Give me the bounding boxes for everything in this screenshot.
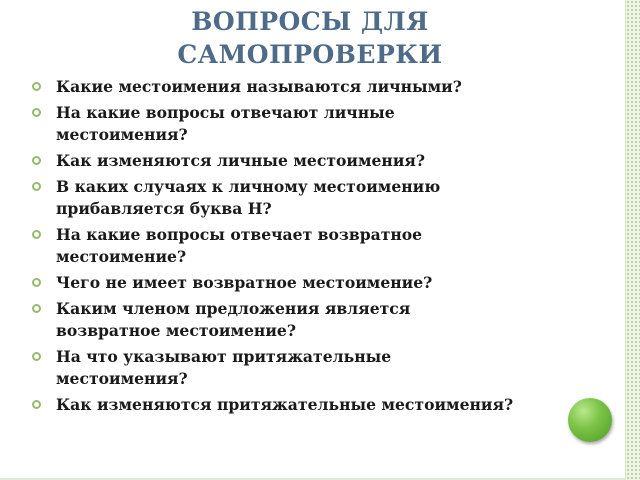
question-text: На какие вопросы отвечает возвратное местоимение? (56, 225, 423, 266)
question-item-5 (32, 224, 516, 268)
slide-title-line-2: САМОПРОВЕРКИ (177, 39, 443, 69)
question-item-3 (32, 150, 592, 172)
circle-bullet-icon (32, 304, 41, 313)
slide-title (150, 5, 470, 71)
circle-bullet-icon (32, 82, 41, 91)
question-text: Как изменяются притяжательные местоимения? (56, 395, 514, 414)
circle-bullet-icon (32, 108, 41, 117)
circle-bullet-icon (32, 352, 41, 361)
circle-bullet-icon (32, 182, 41, 191)
question-text: На какие вопросы отвечают личные местоимения? (56, 103, 395, 144)
question-text: Как изменяются личные местоимения? (56, 151, 426, 170)
question-text: Какие местоимения называются личными? (56, 77, 462, 96)
question-item-1 (32, 76, 592, 98)
green-ball-icon (568, 398, 612, 442)
circle-bullet-icon (32, 400, 41, 409)
circle-bullet-icon (32, 230, 41, 239)
question-text: Чего не имеет возвратное местоимение? (56, 273, 433, 292)
slide-title-line-1: ВОПРОСЫ ДЛЯ (191, 6, 429, 36)
question-list (32, 76, 592, 420)
circle-bullet-icon (32, 278, 41, 287)
question-text: В каких случаях к личному местоимению прибавляется буква Н? (56, 177, 441, 218)
question-item-9 (32, 394, 592, 416)
question-item-6 (32, 272, 592, 294)
question-text: На что указывают притяжательные местоимения? (56, 347, 392, 388)
question-text: Каким членом предложения является возвратное местоимение? (56, 299, 411, 340)
question-item-2 (32, 102, 456, 146)
question-item-4 (32, 176, 536, 220)
decorative-border-strip (625, 0, 640, 480)
circle-bullet-icon (32, 156, 41, 165)
question-item-7 (32, 298, 496, 342)
question-item-8 (32, 346, 476, 390)
